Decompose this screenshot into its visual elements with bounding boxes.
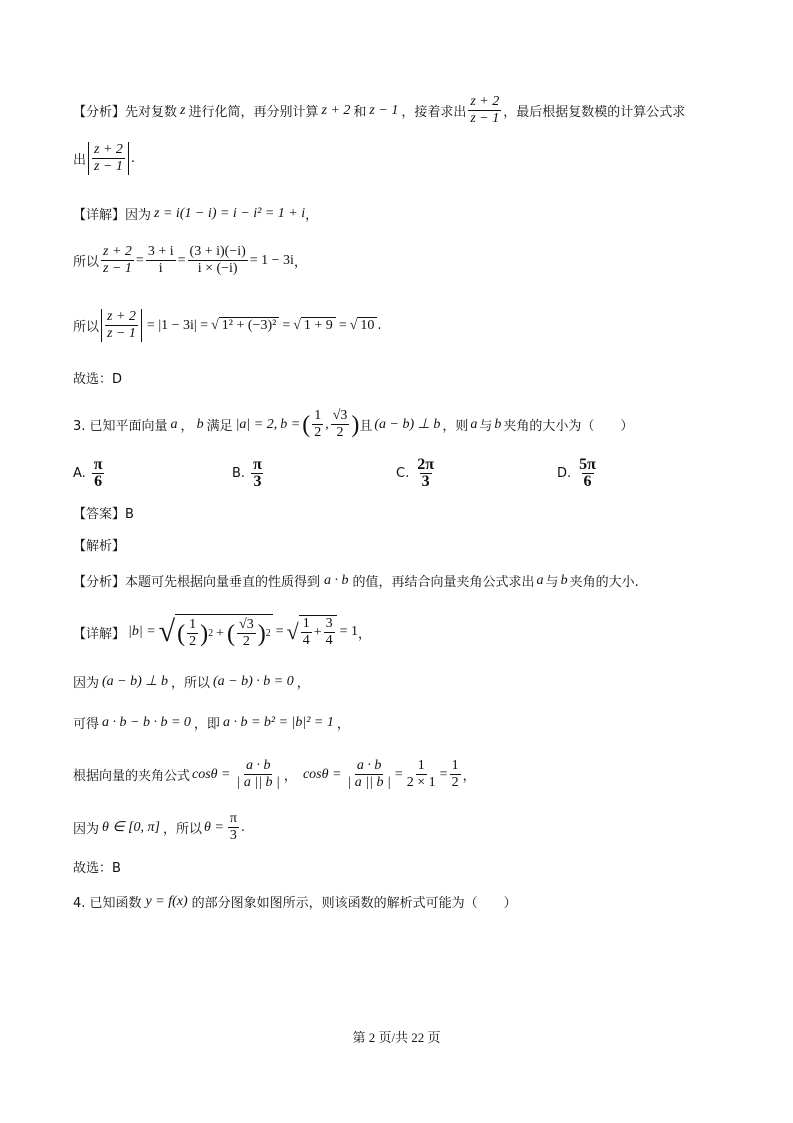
step-line-b1: 因为 (a − b) ⊥ b ，所以 (a − b) · b = 0 ， <box>73 673 310 691</box>
choice-b: B. $\frac{\pi}{3}$ <box>232 456 262 490</box>
step-line-b2: 可得 a · b − b · b = 0 ，即 a · b = b² = |b|² = 1 ， <box>73 714 350 732</box>
analysis-line-1: 【分析】 先对复数 z 进行化简，再分别计算 z + 2 和 z − 1 ，接着求出 $\frac{z + 2}{z - 1}$ ，最后根据复数模的计算公式求 <box>73 94 686 126</box>
answer-2: 故选：B <box>73 861 121 876</box>
step-line-b3: 根据向量的夹角公式 cosθ = $\frac{a \cdot b}{| a || b |}$ ， cosθ = $\frac{a \cdot b}{| a || b |}$ = $\frac{1}{2 \times 1}$ = $\frac{1}{2}$ ， <box>73 758 476 790</box>
question-4: 4. 已知函数 y = f(x) 的部分图象如图所示，则该函数的解析式可能为（ ） <box>73 893 517 911</box>
analysis-tag: 【分析】 <box>73 105 126 120</box>
detail-line-1: 【详解】 因为 z = i(1 − i) = i − i² = 1 + i ， <box>73 205 319 223</box>
choice-d: D. $\frac{5\pi}{6}$ <box>557 456 596 490</box>
modulus: $\frac{z + 2}{z - 1}$ <box>88 142 129 175</box>
page-footer: 第 2 页/共 22 页 <box>352 1030 441 1045</box>
parse-tag: 【解析】 <box>73 539 126 554</box>
step-line-b4: 因为 θ ∈ [0, π] ，所以 θ = $\frac{\pi}{3}$ . <box>73 811 246 843</box>
fraction: $\frac{z + 2}{z - 1}$ <box>470 94 500 126</box>
choice-a: A. $\frac{\pi}{6}$ <box>73 456 103 490</box>
detail-line-2: 【详解】 |b| = √ ( $\frac{1}{2}$ ) 2 + ( $\frac{√3}{2}$ ) 2 = √ $\frac{1}{4}$ + $\frac{3}{4}$ = 1 ， <box>73 615 372 649</box>
analysis-line-2: 出 $\frac{z + 2}{z - 1}$ . <box>73 142 136 174</box>
answer-tag: 【答案】B <box>73 507 134 522</box>
detail-tag: 【详解】 <box>73 208 126 223</box>
choice-c: C. $\frac{2\pi}{3}$ <box>396 456 434 490</box>
step-line-3: 所以 $\frac{z + 2}{z - 1}$ = |1 − 3i| = √ 1² + (−3)² = √ 1 + 9 = √ 10 . <box>73 309 382 341</box>
step-line-2: 所以 $\frac{z + 2}{z - 1}$ = $\frac{3 + i}{i}$ = $\frac{(3 + i)(-i)}{i \times (-i)}$ = 1 − 3i ， <box>73 244 307 276</box>
answer-1: 故选：D <box>73 372 123 387</box>
sqrt: √ 1² + (−3)² <box>211 317 279 334</box>
analysis-line-3: 【分析】 本题可先根据向量垂直的性质得到 a · b 的值，再结合向量夹角公式求出 a 与 b 夹角的大小. <box>73 572 639 590</box>
question-3: 3. 已知平面向量 a ， b 满足 |a| = 2, b = ( $\frac{1}{2}$ , $\frac{√3}{2}$ ) 且 (a − b) ⊥ b ，则 a 与 b 夹角的大小为（ ） <box>73 408 634 440</box>
